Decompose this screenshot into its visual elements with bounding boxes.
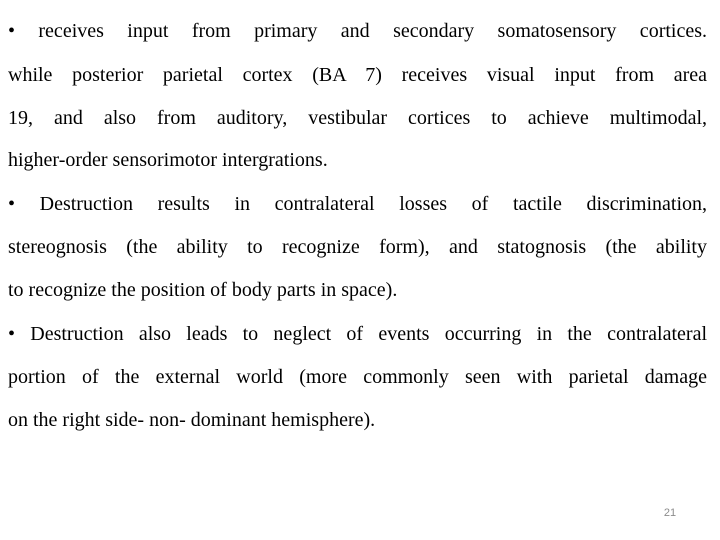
bullet-3-line-2: portion of the external world (more commonly seen with parietal damage — [8, 366, 707, 388]
bullet-2-line-1: • Destruction results in contralateral losses of tactile discrimination, — [8, 193, 707, 215]
bullet-1-line-3: 19, and also from auditory, vestibular cortices to achieve multimodal, — [8, 107, 707, 129]
bullet-2-line-2: stereognosis (the ability to recognize form), and statognosis (the ability — [8, 236, 707, 258]
bullet-1-line-2: while posterior parietal cortex (BA 7) receives visual input from area — [8, 64, 707, 86]
bullet-3-line-1: • Destruction also leads to neglect of events occurring in the contralateral — [8, 323, 707, 345]
bullet-3-line-3: on the right side- non- dominant hemisphere). — [8, 409, 376, 431]
bullet-2-line-3: to recognize the position of body parts in space). — [8, 279, 398, 301]
page-number: 21 — [663, 507, 677, 519]
bullet-1-line-1: • receives input from primary and secondary somatosensory cortices. — [8, 20, 707, 42]
bullet-1-line-4: higher-order sensorimotor intergrations. — [8, 149, 328, 171]
